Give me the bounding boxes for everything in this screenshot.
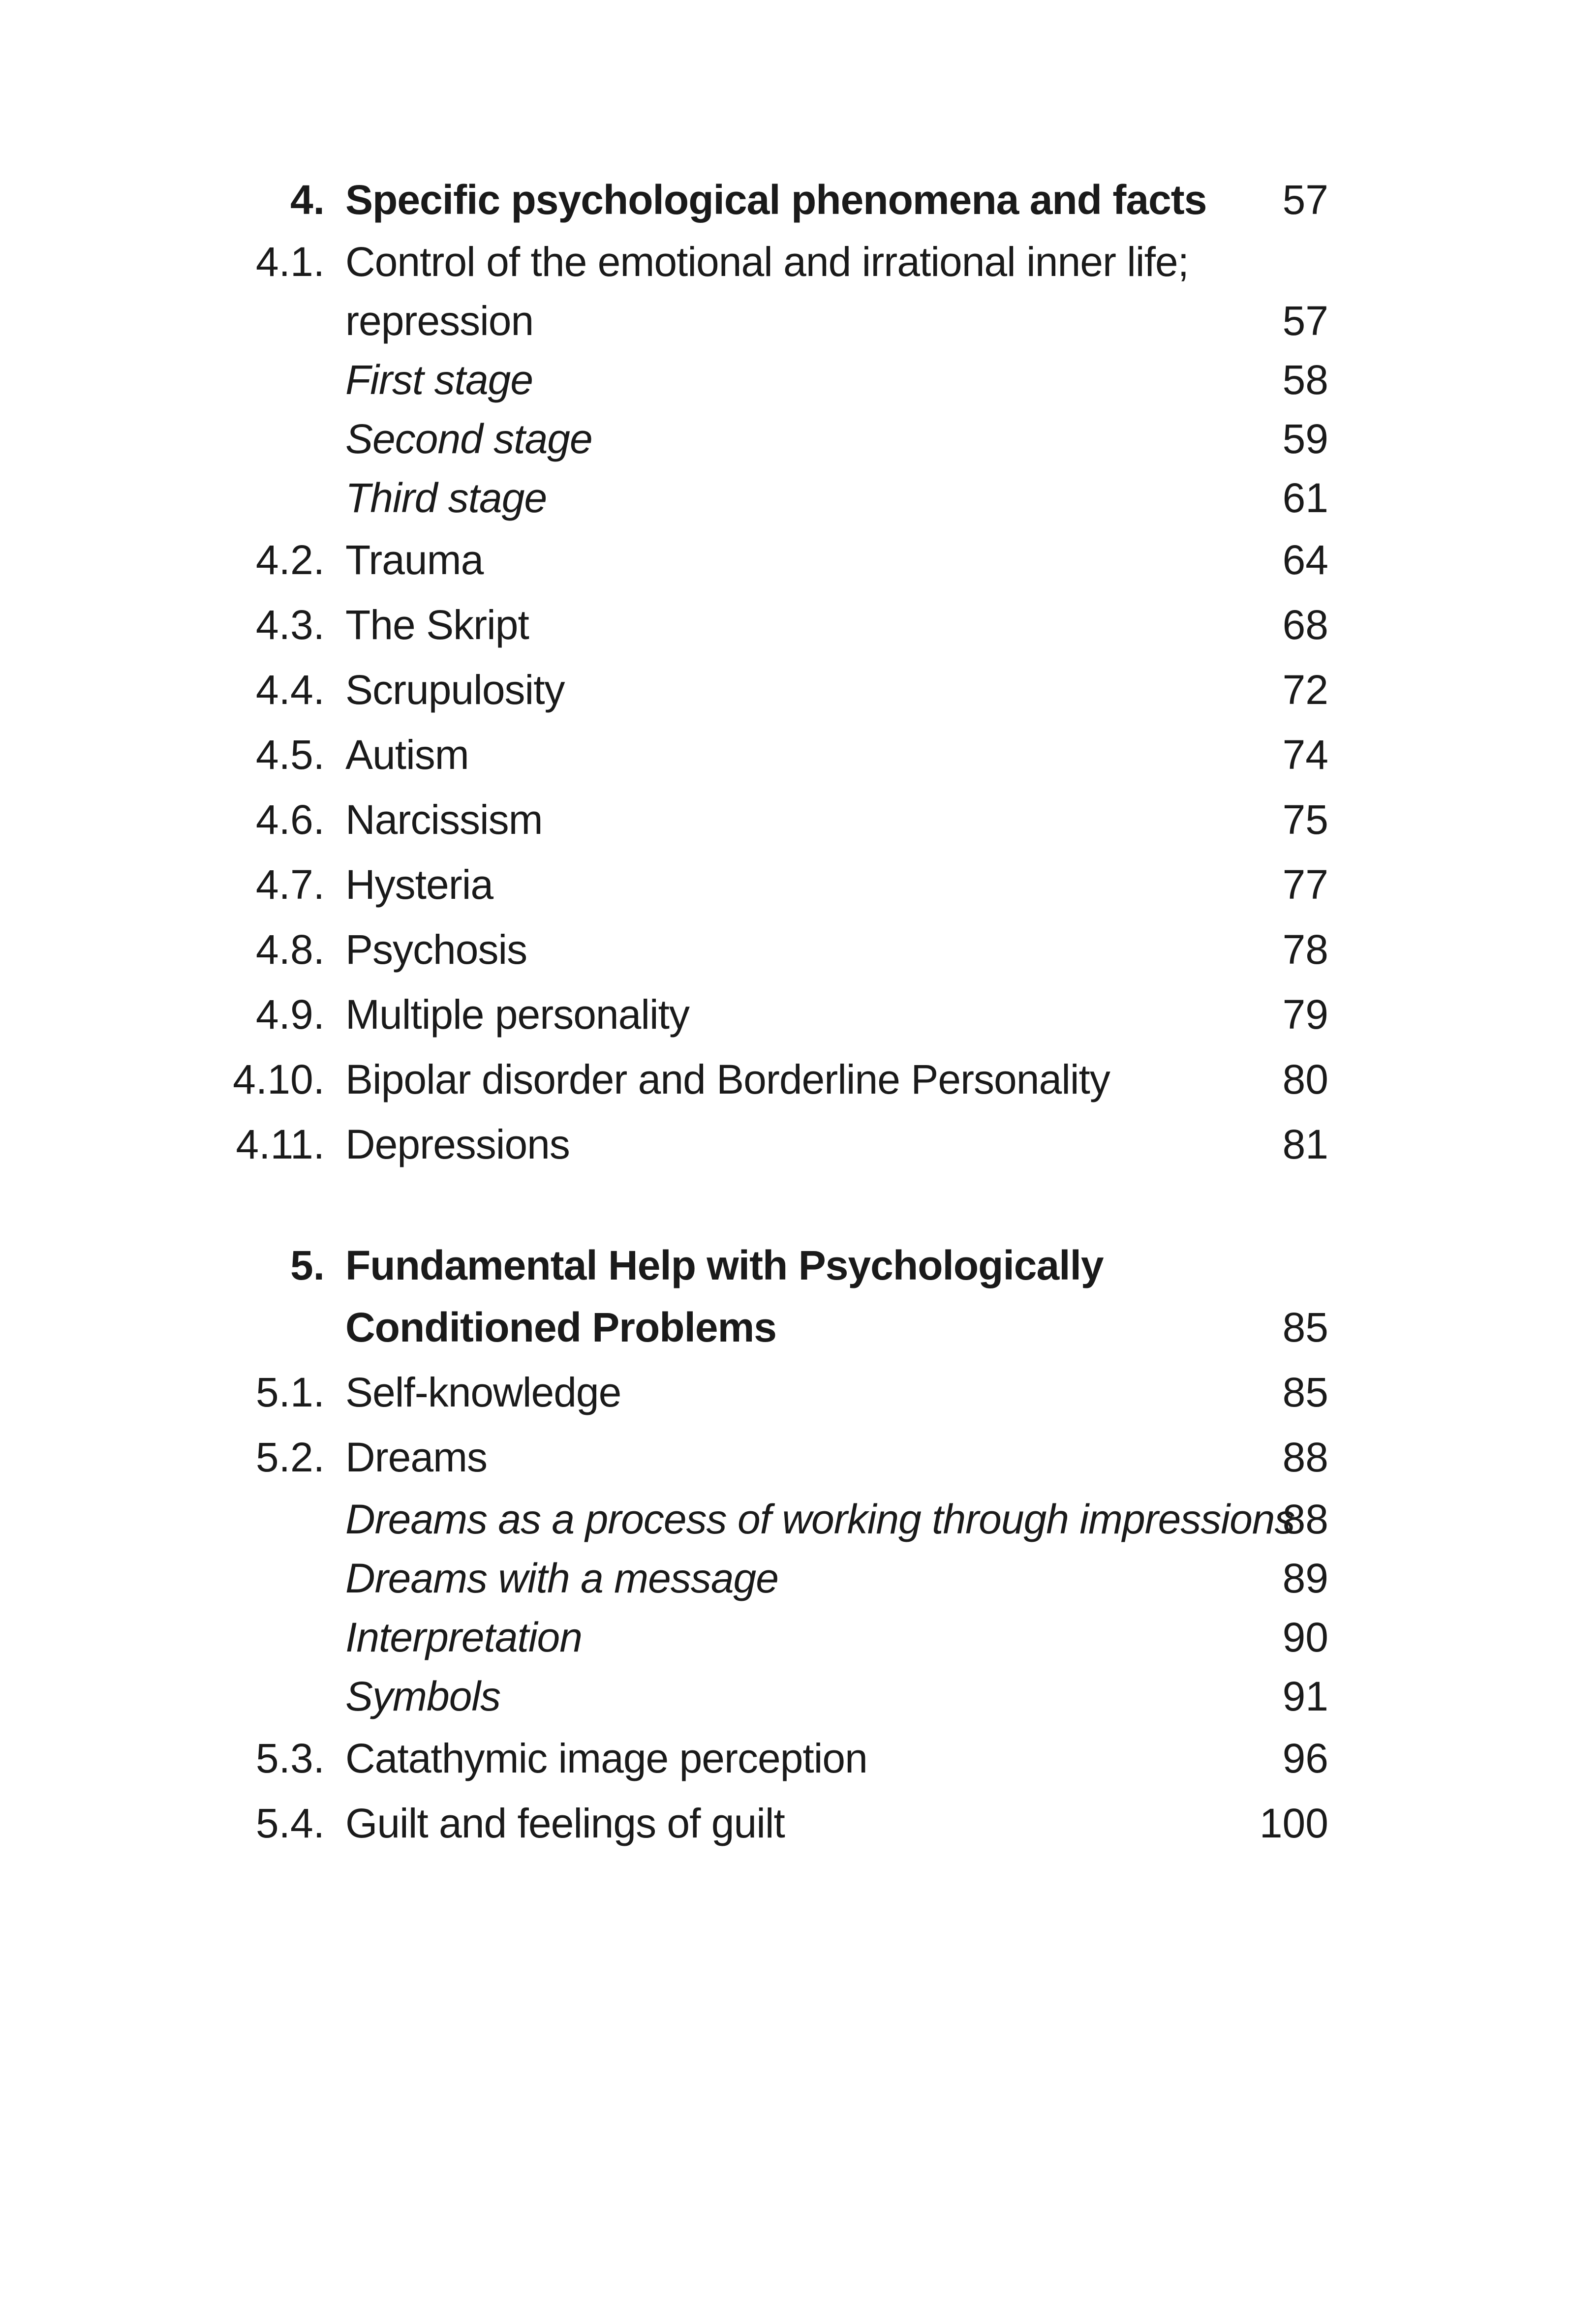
toc-subentry [231,1667,1328,1726]
toc-page-number: 88 [1282,1434,1328,1480]
toc-page-number: 57 [1282,298,1328,344]
toc-title: The Skript [345,602,529,648]
toc-number: 4.3. [255,602,325,648]
toc-title: Dreams [345,1434,488,1480]
toc-page-number: 100 [1259,1800,1328,1846]
toc-page-number: 90 [1282,1614,1328,1660]
toc-subentry [231,350,1328,409]
toc-entry [231,722,1328,787]
toc-page-number: 57 [1282,177,1328,223]
toc-page-number: 89 [1282,1555,1328,1601]
toc-number: 4.9. [255,991,325,1038]
toc-number: 5.2. [255,1434,325,1480]
toc-title: Bipolar disorder and Borderline Personality [345,1056,1110,1102]
toc-entry [231,232,1328,291]
toc-number: 4.2. [255,537,325,583]
toc-entry [231,982,1328,1047]
toc-title: repression [345,298,534,344]
toc-title: Hysteria [345,861,493,908]
toc-page-number: 96 [1282,1735,1328,1781]
toc-number: 5. [290,1242,325,1288]
toc-title: Fundamental Help with Psychologically [345,1242,1104,1288]
toc-title: Guilt and feelings of guilt [345,1800,785,1846]
toc-page-number: 81 [1282,1121,1328,1167]
toc-title: Conditioned Problems [345,1304,777,1350]
toc-entry [231,787,1328,852]
toc-page-number: 68 [1282,602,1328,648]
toc-entry [231,1425,1328,1490]
toc-title: Scrupulosity [345,667,565,713]
toc-number: 4.4. [255,667,325,713]
toc-heading [231,167,1328,232]
toc-number: 4.7. [255,861,325,908]
toc-page-number: 58 [1282,357,1328,403]
toc-page-number: 74 [1282,732,1328,778]
toc-subentry [231,468,1328,527]
toc-number: 4.8. [255,926,325,973]
toc-entry [231,657,1328,722]
toc-title: Depressions [345,1121,570,1167]
toc-number: 5.3. [255,1735,325,1781]
toc-title: Control of the emotional and irrational inner life; [345,239,1189,285]
toc-number: 4.5. [255,732,325,778]
toc-number: 5.4. [255,1800,325,1846]
toc-number: 5.1. [255,1369,325,1415]
toc-entry [231,1112,1328,1177]
toc-title: Third stage [345,475,547,521]
table-of-contents [231,167,1328,1856]
toc-heading [231,1236,1328,1295]
toc-page-number: 72 [1282,667,1328,713]
toc-entry [231,1791,1328,1856]
toc-page-number: 61 [1282,475,1328,521]
toc-title: Catathymic image perception [345,1735,867,1781]
toc-title: Psychosis [345,926,527,973]
toc-page-number: 88 [1282,1496,1328,1542]
toc-page-number: 85 [1282,1304,1328,1350]
toc-page-number: 91 [1282,1673,1328,1719]
toc-page-number: 77 [1282,861,1328,908]
toc-entry [231,1047,1328,1112]
toc-number: 4.6. [255,796,325,843]
toc-title: Self-knowledge [345,1369,621,1415]
toc-title: First stage [345,357,533,403]
toc-title: Interpretation [345,1614,582,1660]
toc-title: Dreams as a process of working through impressions [345,1496,1295,1542]
toc-entry [231,852,1328,917]
toc-subentry [231,1549,1328,1608]
toc-page-number: 59 [1282,416,1328,462]
toc-entry-continuation [231,291,1328,350]
toc-page-number: 64 [1282,537,1328,583]
toc-entry [231,592,1328,657]
toc-heading-continuation [231,1295,1328,1360]
toc-title: Narcissism [345,796,543,843]
toc-title: Multiple personality [345,991,690,1038]
toc-page-number: 80 [1282,1056,1328,1102]
toc-number: 4.1. [255,239,325,285]
toc-subentry [231,1490,1328,1549]
toc-section-4 [231,167,1328,1177]
toc-title: Second stage [345,416,592,462]
toc-title: Trauma [345,537,484,583]
toc-title: Specific psychological phenomena and facts [345,177,1207,223]
toc-entry [231,917,1328,982]
toc-subentry [231,1608,1328,1667]
toc-page-number: 75 [1282,796,1328,843]
toc-subentry [231,409,1328,468]
toc-title: Autism [345,732,469,778]
toc-section-5 [231,1236,1328,1856]
toc-title: Symbols [345,1673,501,1719]
toc-entry [231,1726,1328,1791]
toc-page-number: 85 [1282,1369,1328,1415]
toc-entry [231,1360,1328,1425]
toc-number: 4. [290,177,325,223]
toc-title: Dreams with a message [345,1555,778,1601]
toc-number: 4.10. [233,1056,325,1102]
toc-number: 4.11. [236,1121,325,1167]
toc-page-number: 78 [1282,926,1328,973]
toc-page-number: 79 [1282,991,1328,1038]
toc-entry [231,527,1328,592]
